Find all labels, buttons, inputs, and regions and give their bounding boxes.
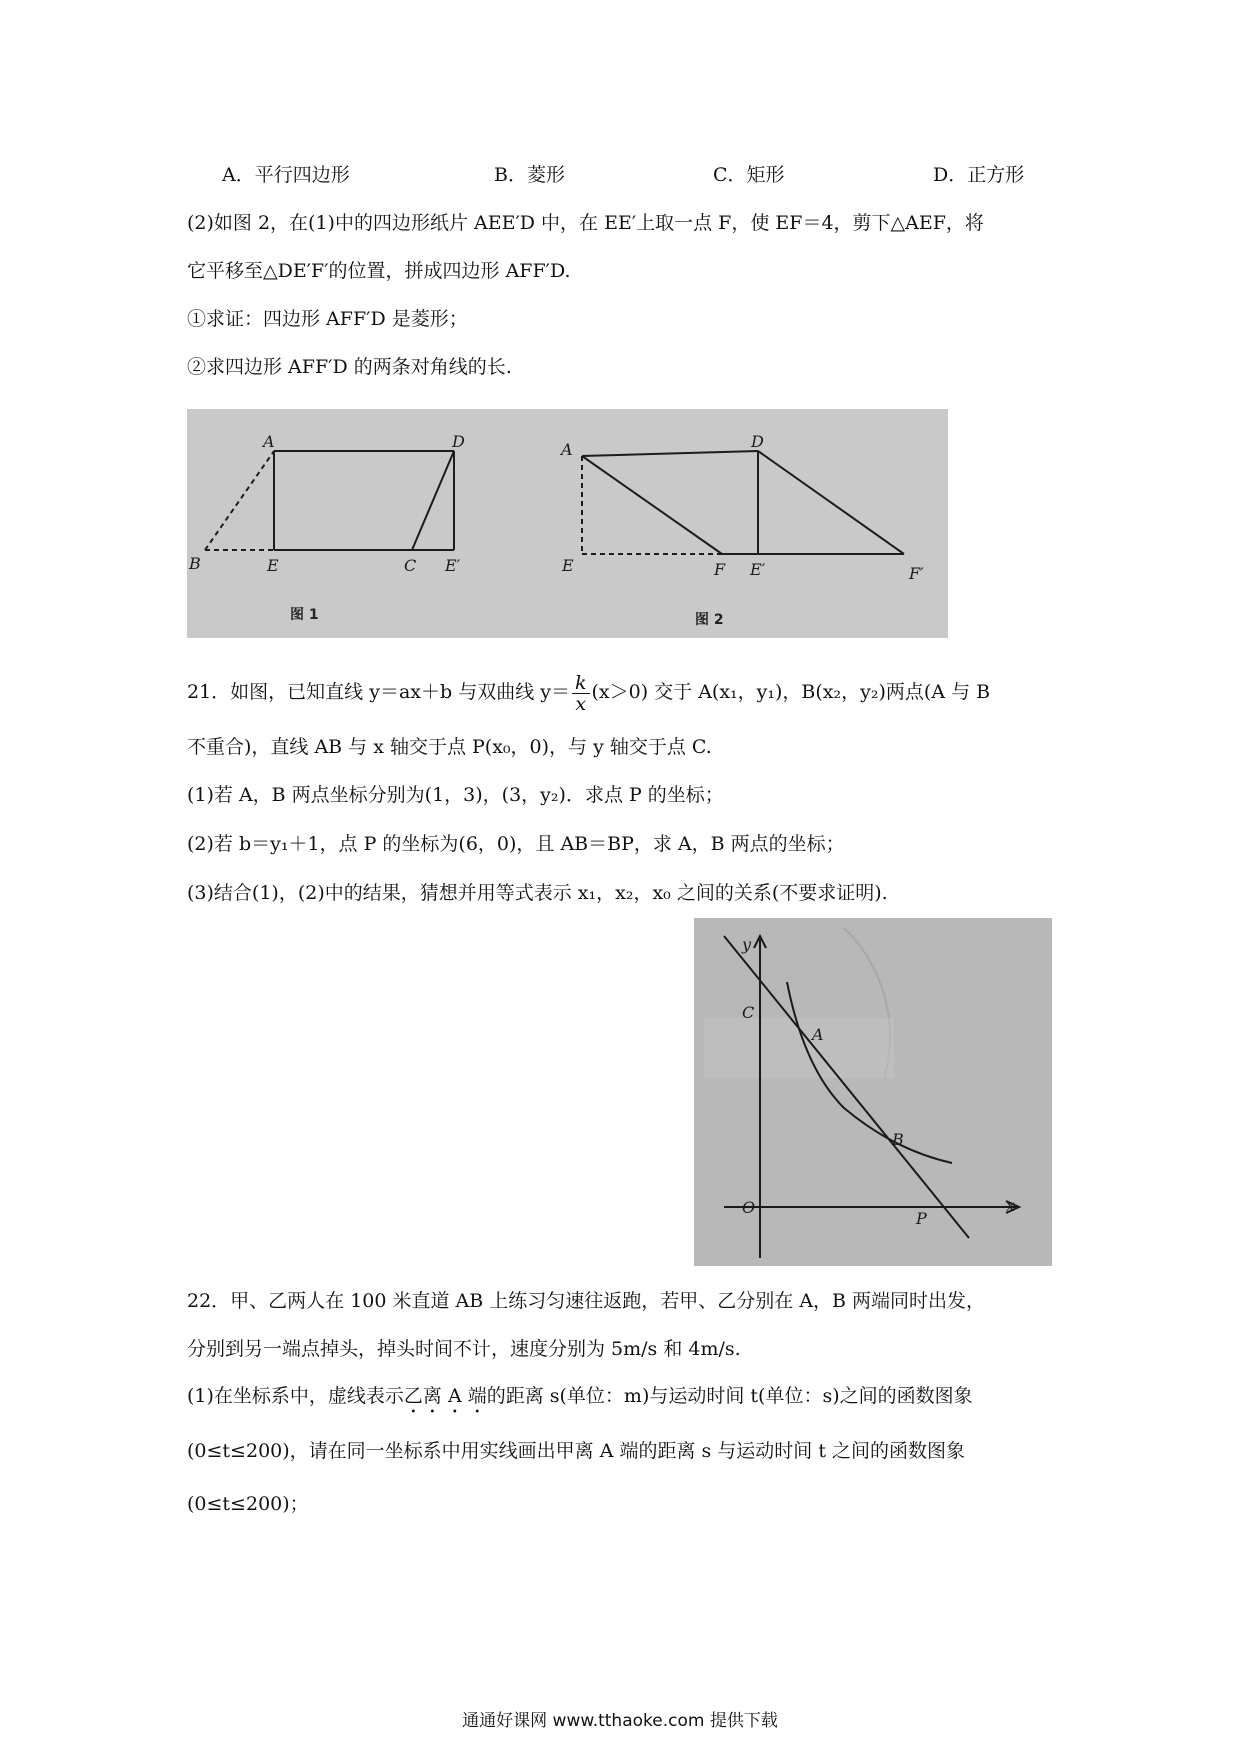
figures-photo bbox=[187, 409, 948, 638]
q22-line4: (0≤t≤200)，请在同一坐标系中用实线画出甲离 A 端的距离 s 与运动时间 t 之间的函数图象 bbox=[187, 1440, 965, 1462]
q20-part2-line2: 它平移至△DE′F′的位置，拼成四边形 AFF′D. bbox=[187, 260, 571, 282]
q21-fraction bbox=[572, 673, 590, 714]
fig2-label-e: E bbox=[562, 556, 574, 575]
footer-watermark: 通通好课网 www.tthaoke.com 提供下载 bbox=[462, 1711, 778, 1731]
graph-label-o: O bbox=[742, 1198, 756, 1217]
q21-frac-num: k bbox=[572, 673, 590, 694]
graph-label-b: B bbox=[892, 1130, 904, 1149]
option-b: B．菱形 bbox=[494, 164, 565, 186]
fig2-edge-ad bbox=[582, 451, 758, 456]
q22-line2: 分别到另一端点掉头，掉头时间不计，速度分别为 5m/s 和 4m/s. bbox=[187, 1338, 741, 1360]
q22-line5: (0≤t≤200)； bbox=[187, 1493, 309, 1515]
fig2-label-f: F bbox=[714, 560, 726, 579]
q21-line1 bbox=[187, 670, 990, 714]
fig1-label-e-prime: E′ bbox=[445, 556, 461, 575]
fig1-label-d: D bbox=[452, 432, 465, 451]
graph-label-y: y bbox=[742, 935, 752, 954]
q22-line3 bbox=[187, 1383, 973, 1418]
q21-line2: 不重合)，直线 AB 与 x 轴交于点 P(x₀，0)，与 y 轴交于点 C. bbox=[187, 736, 712, 758]
q20-item1: ①求证：四边形 AFF′D 是菱形； bbox=[187, 308, 468, 330]
fig1-dashed-ab bbox=[205, 451, 274, 550]
q21-line1-pre: 21．如图，已知直线 y＝ax＋b 与双曲线 y＝ bbox=[187, 681, 570, 703]
option-a: A．平行四边形 bbox=[222, 164, 350, 186]
fig2-label-a: A bbox=[561, 440, 573, 459]
fig2-label-d: D bbox=[751, 432, 764, 451]
fig1-label-a: A bbox=[263, 432, 275, 451]
fig2-label-e-prime: E′ bbox=[750, 560, 766, 579]
figure-2 bbox=[582, 451, 904, 554]
q20-part2-line1: (2)如图 2，在(1)中的四边形纸片 AEE′D 中，在 EE′上取一点 F，使 EF＝4，剪下△AEF，将 bbox=[187, 212, 984, 234]
q21-frac-den: x bbox=[575, 692, 587, 715]
q22-line3-post: 的距离 s(单位：m)与运动时间 t(单位：s)之间的函数图象 bbox=[486, 1385, 973, 1407]
graph-svg bbox=[694, 918, 1052, 1266]
fig1-edge-dc bbox=[412, 451, 454, 550]
q20-item2: ②求四边形 AFF′D 的两条对角线的长. bbox=[187, 356, 512, 378]
fig1-label-b: B bbox=[189, 554, 201, 573]
q21-part2: (2)若 b＝y₁＋1，点 P 的坐标为(6，0)，且 AB＝BP，求 A，B 两点的坐标； bbox=[187, 833, 845, 855]
fig2-caption: 图 2 bbox=[695, 612, 724, 628]
fig1-label-c: C bbox=[404, 556, 417, 575]
graph-label-c: C bbox=[742, 1003, 755, 1022]
q22-line1: 22．甲、乙两人在 100 米直道 AB 上练习匀速往返跑，若甲、乙分别在 A，B 两端同时出发， bbox=[187, 1290, 986, 1312]
fig2-label-f-prime: F′ bbox=[909, 564, 924, 583]
q21-part1: (1)若 A，B 两点坐标分别为(1，3)，(3，y₂)．求点 P 的坐标； bbox=[187, 784, 724, 806]
fig2-edge-af bbox=[582, 456, 722, 554]
q22-line3-emphasis: 乙离 A 端 bbox=[403, 1385, 487, 1407]
option-d: D．正方形 bbox=[933, 164, 1025, 186]
figures-svg bbox=[187, 409, 948, 638]
q21-line1-post: (x＞0) 交于 A(x₁，y₁)，B(x₂，y₂)两点(A 与 B bbox=[591, 681, 991, 703]
graph-label-a: A bbox=[812, 1025, 824, 1044]
q21-part3: (3)结合(1)，(2)中的结果，猜想并用等式表示 x₁，x₂，x₀ 之间的关系(不要求证明). bbox=[187, 882, 888, 904]
fig1-caption: 图 1 bbox=[290, 607, 319, 623]
q22-line3-pre: (1)在坐标系中，虚线表示 bbox=[187, 1385, 404, 1407]
figure-1 bbox=[205, 451, 454, 550]
fig2-edge-df2 bbox=[758, 451, 904, 554]
fig1-label-e: E bbox=[267, 556, 279, 575]
graph-label-x: x bbox=[1006, 1196, 1016, 1215]
option-c: C．矩形 bbox=[713, 164, 785, 186]
graph-photo bbox=[694, 918, 1052, 1266]
graph-label-p: P bbox=[916, 1209, 927, 1228]
